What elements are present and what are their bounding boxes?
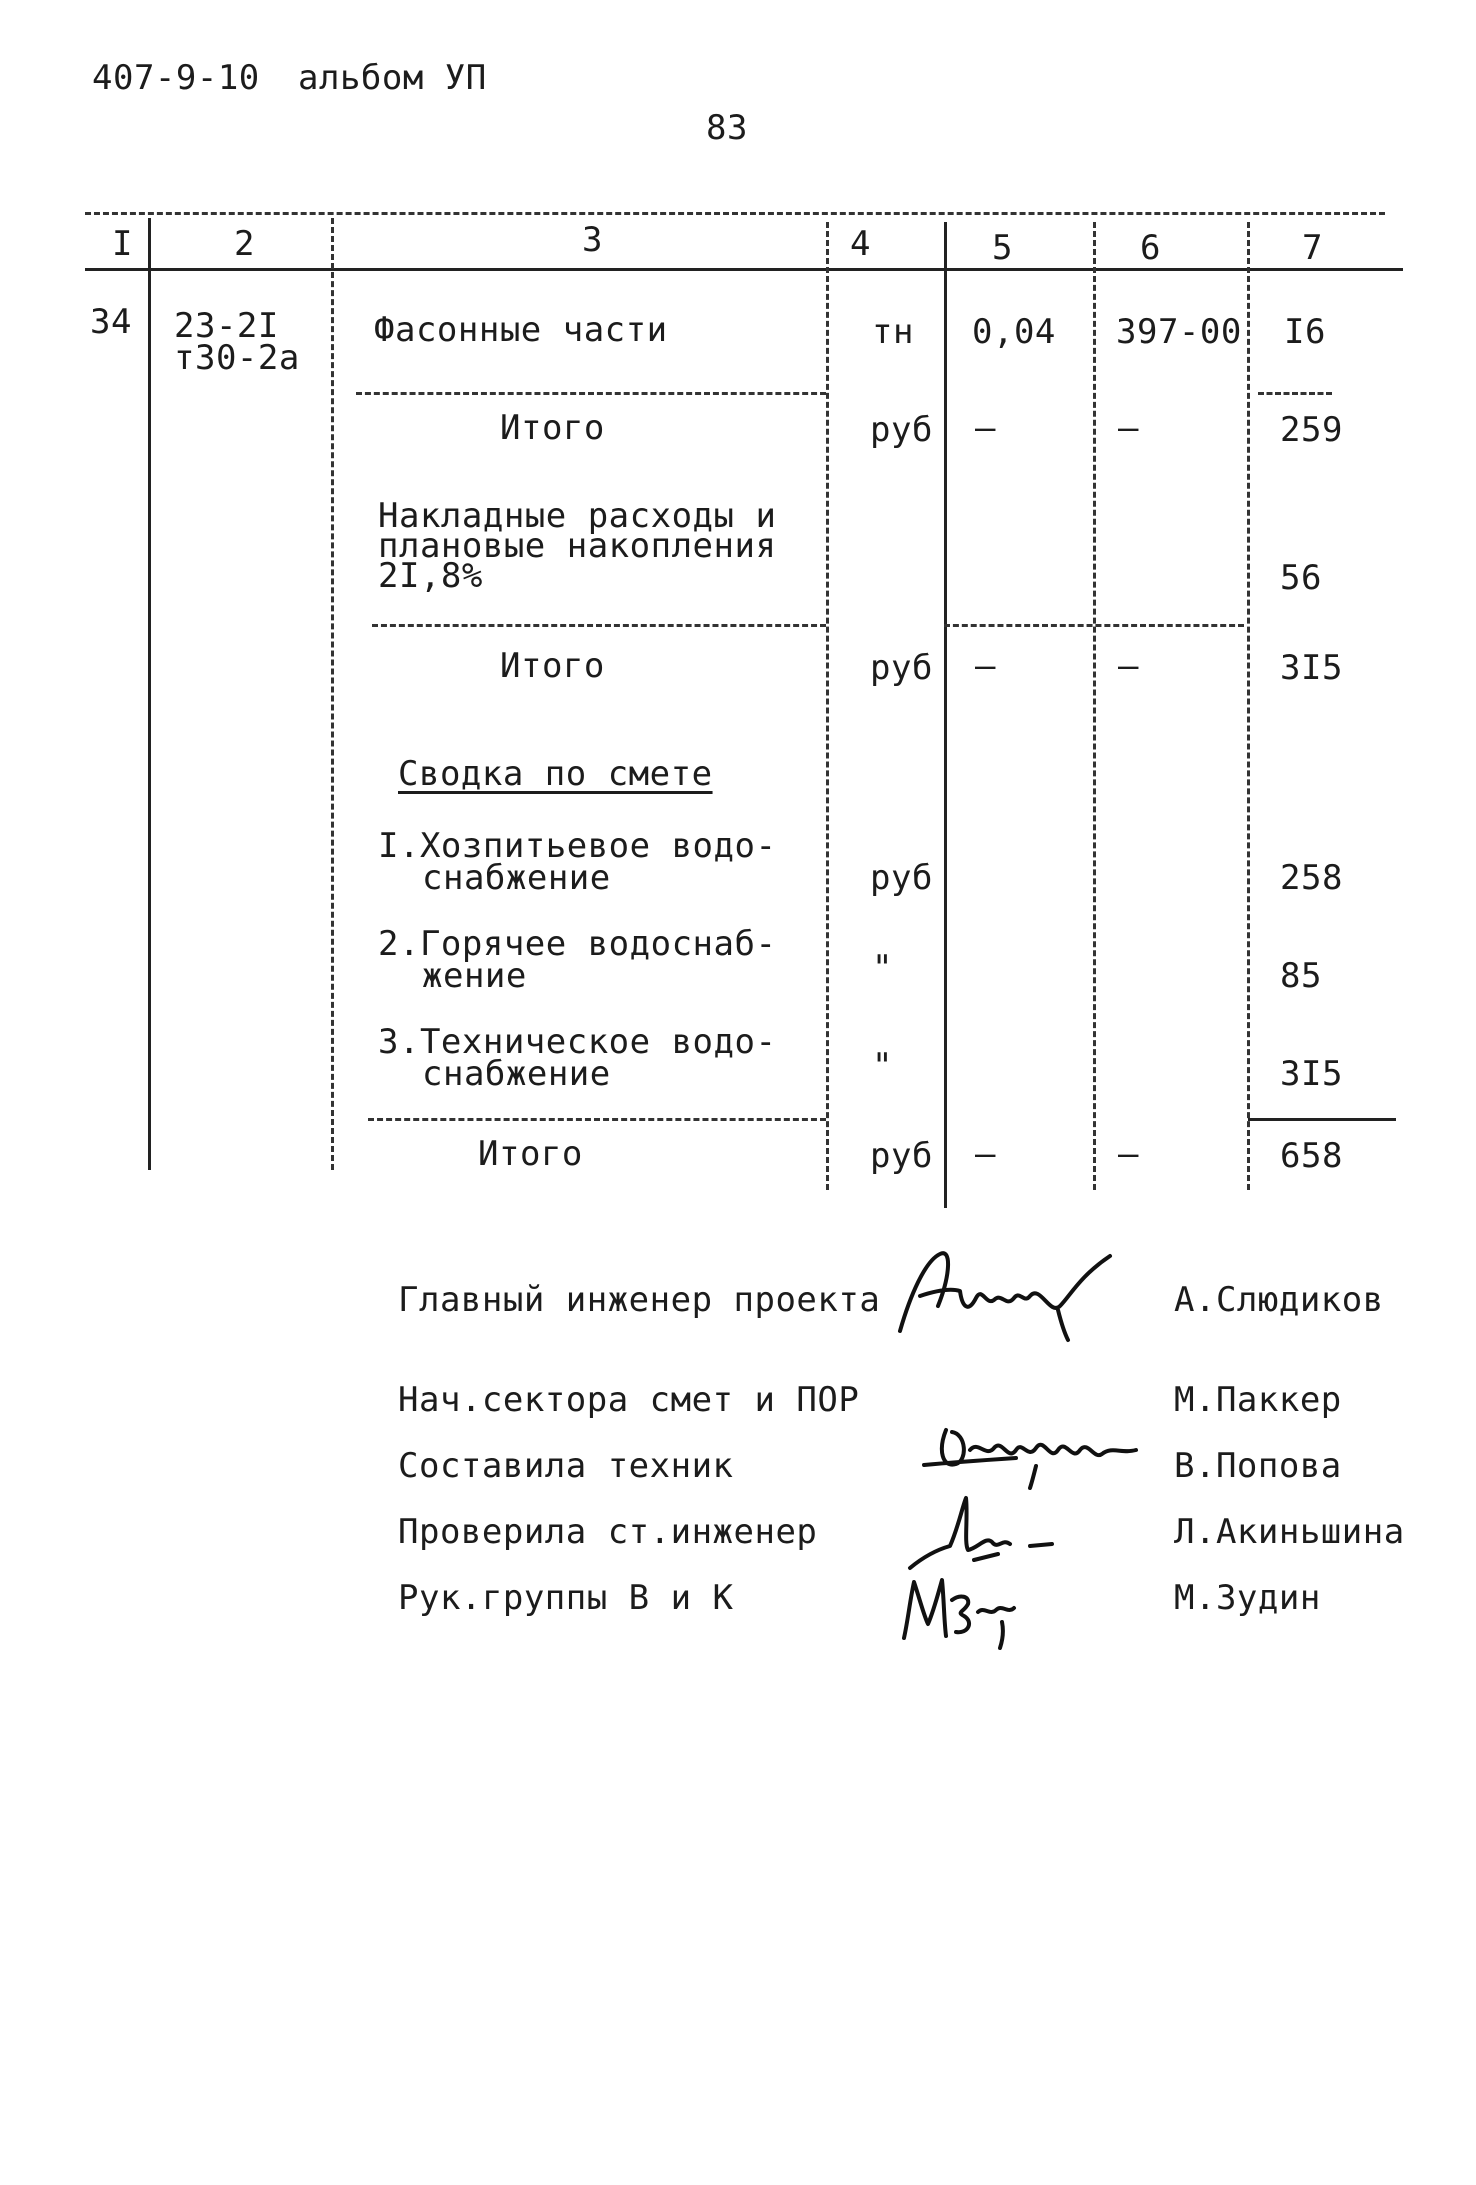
page-number: 83 xyxy=(706,108,748,148)
summary-item2-total: 85 xyxy=(1280,956,1322,996)
final-unit: руб xyxy=(870,1136,933,1176)
summary-item1-line2: снабжение xyxy=(422,858,611,898)
row-unit: тн xyxy=(872,312,914,352)
summary-item2-line2: жение xyxy=(422,956,527,996)
signature-1-image xyxy=(890,1236,1120,1346)
summary-item1-unit: руб xyxy=(870,858,933,898)
subtotal2-label: Итого xyxy=(500,646,605,686)
col-sep-1 xyxy=(148,218,151,1170)
final-label: Итого xyxy=(478,1134,583,1174)
row-rule xyxy=(356,392,826,395)
header-bottom-rule xyxy=(85,268,1403,271)
summary-item2-unit: " xyxy=(872,948,893,988)
summary-item2-line1: 2.Горячее водоснаб- xyxy=(378,924,777,964)
row-total: I6 xyxy=(1284,312,1326,352)
col-header-1: I xyxy=(112,224,133,264)
signer1-role: Главный инженер проекта xyxy=(398,1280,881,1320)
col-sep-4 xyxy=(944,222,947,1208)
signer4-role: Проверила ст.инженер xyxy=(398,1512,818,1552)
summary-item3-unit: " xyxy=(872,1046,893,1086)
summary-rule xyxy=(368,1118,826,1121)
col-header-6: 6 xyxy=(1140,228,1161,268)
album-label: альбом УП xyxy=(298,58,487,98)
overhead-rule-right xyxy=(944,624,1244,627)
col-header-2: 2 xyxy=(234,224,255,264)
row-price: 397-00 xyxy=(1116,312,1242,352)
summary-item1-line1: I.Хозпитьевое водо- xyxy=(378,826,777,866)
col-sep-3 xyxy=(826,222,829,1190)
signer3-name: В.Попова xyxy=(1174,1446,1342,1486)
signer1-name: А.Слюдиков xyxy=(1174,1280,1384,1320)
col-sep-5 xyxy=(1093,222,1096,1190)
summary-title: Сводка по смете xyxy=(398,754,713,794)
row-code-line2: т30-2а xyxy=(174,338,300,378)
row-name: Фасонные части xyxy=(374,310,668,350)
subtotal2-total: 3I5 xyxy=(1280,648,1343,688)
table-top-rule xyxy=(85,212,1385,215)
subtotal2-col6: – xyxy=(1118,646,1139,686)
col-sep-6 xyxy=(1247,222,1250,1190)
signer4-name: Л.Акиньшина xyxy=(1174,1512,1405,1552)
signature-3-image xyxy=(916,1410,1146,1490)
row-rule-right xyxy=(1258,392,1332,395)
summary-item3-total: 3I5 xyxy=(1280,1054,1343,1094)
subtotal1-col6: – xyxy=(1118,408,1139,448)
overhead-line3: 2I,8% xyxy=(378,556,483,596)
signer3-role: Составила техник xyxy=(398,1446,734,1486)
col-header-3: 3 xyxy=(582,220,603,260)
overhead-line1: Накладные расходы и xyxy=(378,496,777,536)
summary-item1-total: 258 xyxy=(1280,858,1343,898)
signer2-name: М.Паккер xyxy=(1174,1380,1342,1420)
row-code-line1: 23-2I xyxy=(174,306,279,346)
signature-5-image xyxy=(890,1560,1040,1650)
final-col5: – xyxy=(975,1134,996,1174)
row-number: 34 xyxy=(90,302,132,342)
col-header-7: 7 xyxy=(1302,228,1323,268)
subtotal1-total: 259 xyxy=(1280,410,1343,450)
overhead-line2: плановые накопления xyxy=(378,526,777,566)
subtotal1-unit: руб xyxy=(870,410,933,450)
document-code: 407-9-10 xyxy=(92,58,260,98)
summary-rule-right xyxy=(1248,1118,1396,1121)
subtotal2-unit: руб xyxy=(870,648,933,688)
final-total: 658 xyxy=(1280,1136,1343,1176)
signer2-role: Нач.сектора смет и ПОР xyxy=(398,1380,860,1420)
signer5-role: Рук.группы В и К xyxy=(398,1578,734,1618)
signer5-name: М.Зудин xyxy=(1174,1578,1321,1618)
subtotal1-label: Итого xyxy=(500,408,605,448)
col-sep-2 xyxy=(331,218,334,1170)
summary-item3-line2: снабжение xyxy=(422,1054,611,1094)
overhead-total: 56 xyxy=(1280,558,1322,598)
subtotal2-col5: – xyxy=(975,646,996,686)
overhead-rule xyxy=(372,624,826,627)
summary-item3-line1: 3.Техническое водо- xyxy=(378,1022,777,1062)
col-header-5: 5 xyxy=(992,228,1013,268)
subtotal1-col5: – xyxy=(975,408,996,448)
row-qty: 0,04 xyxy=(972,312,1056,352)
col-header-4: 4 xyxy=(850,224,871,264)
final-col6: – xyxy=(1118,1134,1139,1174)
